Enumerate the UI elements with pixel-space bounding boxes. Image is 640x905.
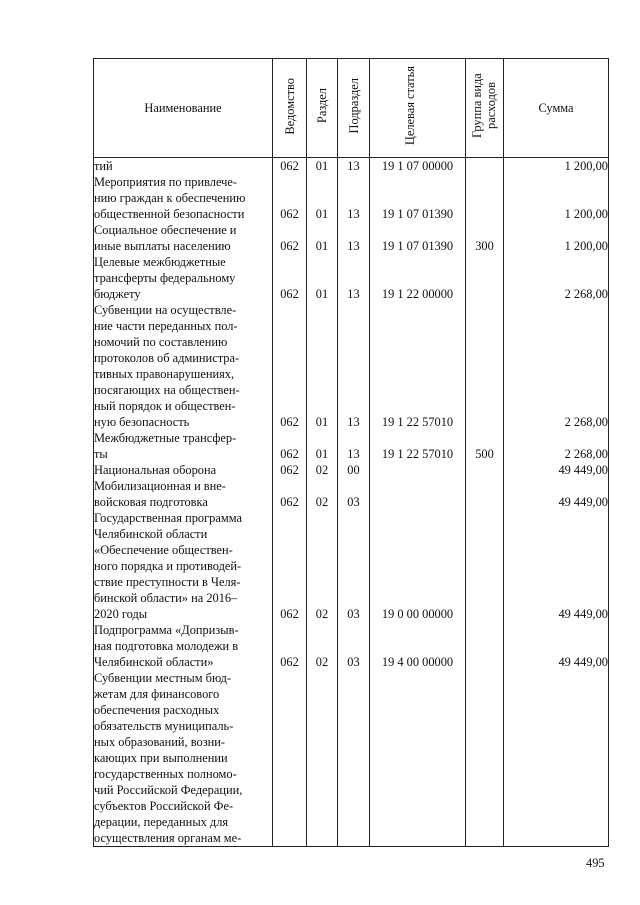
cell-name-line: Челябинской области»	[94, 655, 214, 669]
cell-vedomstvo	[273, 670, 307, 847]
cell-podrazdel: 13	[338, 302, 370, 430]
cell-podrazdel	[338, 670, 370, 847]
cell-name-line: осуществления органам ме-	[94, 831, 242, 845]
cell-vedomstvo: 062	[273, 158, 307, 175]
cell-name-line: дерации, переданных для	[94, 815, 229, 829]
cell-name-line: государственных полномо-	[94, 767, 237, 781]
cell-summa: 49 449,00	[504, 622, 609, 670]
cell-name	[94, 430, 273, 462]
cell-name	[94, 670, 273, 847]
cell-razdel: 02	[307, 462, 338, 478]
cell-razdel: 01	[307, 302, 338, 430]
cell-razdel	[307, 670, 338, 847]
cell-summa: 2 268,00	[504, 254, 609, 302]
header-podrazdel-text: Подраздел	[346, 78, 361, 134]
cell-name-line: чий Российской Федерации,	[94, 783, 243, 797]
cell-name	[94, 462, 273, 478]
cell-razdel: 01	[307, 254, 338, 302]
cell-name-line: Межбюджетные трансфер-	[94, 431, 237, 445]
cell-name-line: посягающих на обществен-	[94, 383, 240, 397]
cell-name	[94, 222, 273, 254]
cell-vedomstvo: 062	[273, 254, 307, 302]
cell-summa: 1 200,00	[504, 174, 609, 222]
cell-name-line: жетам для финансового	[94, 687, 220, 701]
cell-name-line: общественной безопасности	[94, 207, 245, 221]
cell-podrazdel: 13	[338, 222, 370, 254]
cell-podrazdel: 13	[338, 430, 370, 462]
cell-gruppa	[466, 670, 504, 847]
cell-gruppa	[466, 622, 504, 670]
cell-podrazdel: 03	[338, 478, 370, 510]
cell-celevaya: 19 1 22 57010	[370, 430, 466, 462]
cell-vedomstvo: 062	[273, 302, 307, 430]
cell-summa: 49 449,00	[504, 510, 609, 622]
cell-name-line: бинской области» на 2016–	[94, 591, 238, 605]
cell-name-line: ная подготовка молодежи в	[94, 639, 239, 653]
header-name-text: Наименование	[144, 101, 222, 115]
cell-celevaya: 19 4 00 00000	[370, 622, 466, 670]
cell-name-line: тивных правонарушениях,	[94, 367, 235, 381]
header-razdel-text: Раздел	[315, 88, 329, 124]
cell-vedomstvo: 062	[273, 510, 307, 622]
cell-celevaya: 19 0 00 00000	[370, 510, 466, 622]
cell-name-line: тий	[94, 159, 113, 173]
cell-vedomstvo: 062	[273, 462, 307, 478]
cell-name-line: Субвенции на осуществле-	[94, 303, 237, 317]
cell-name-line: Мобилизационная и вне-	[94, 479, 226, 493]
table-row	[94, 302, 609, 430]
header-celevaya-text: Целевая статья	[402, 66, 417, 146]
cell-celevaya: 19 1 07 01390	[370, 174, 466, 222]
table-row	[94, 510, 609, 622]
cell-podrazdel: 00	[338, 462, 370, 478]
table-body	[94, 158, 609, 847]
cell-name-line: иные выплаты населению	[94, 239, 231, 253]
cell-celevaya: 19 1 07 01390	[370, 222, 466, 254]
table-header	[94, 59, 609, 158]
cell-summa: 49 449,00	[504, 478, 609, 510]
cell-vedomstvo: 062	[273, 174, 307, 222]
header-gruppa-text: Группа вида расходов	[469, 73, 498, 139]
table-row	[94, 158, 609, 175]
cell-name-line: протоколов об администра-	[94, 351, 240, 365]
cell-gruppa	[466, 254, 504, 302]
cell-name-line: кающих при выполнении	[94, 751, 228, 765]
header-podrazdel	[338, 59, 370, 158]
cell-summa: 2 268,00	[504, 430, 609, 462]
cell-gruppa	[466, 158, 504, 175]
cell-name-line: Субвенции местным бюд-	[94, 671, 232, 685]
table-row	[94, 222, 609, 254]
cell-vedomstvo: 062	[273, 222, 307, 254]
cell-name-line: Мероприятия по привлече-	[94, 175, 238, 189]
cell-gruppa: 300	[466, 222, 504, 254]
cell-name	[94, 174, 273, 222]
cell-name-line: трансферты федеральному	[94, 271, 236, 285]
table-row	[94, 254, 609, 302]
header-summa	[504, 59, 609, 158]
cell-summa: 1 200,00	[504, 222, 609, 254]
cell-name-line: Социальное обеспечение и	[94, 223, 237, 237]
cell-name-line: ты	[94, 447, 108, 461]
table-row	[94, 430, 609, 462]
cell-name-line: обязательств муниципаль-	[94, 719, 234, 733]
cell-razdel: 02	[307, 622, 338, 670]
cell-gruppa	[466, 510, 504, 622]
page-number: 495	[586, 856, 605, 870]
cell-gruppa	[466, 478, 504, 510]
cell-podrazdel: 13	[338, 254, 370, 302]
cell-name	[94, 510, 273, 622]
cell-razdel: 02	[307, 510, 338, 622]
cell-celevaya: 19 1 07 00000	[370, 158, 466, 175]
header-vedomstvo-text: Ведомство	[282, 77, 297, 135]
cell-name-line: Национальная оборона	[94, 463, 217, 477]
cell-name-line: ного порядка и противодей-	[94, 559, 242, 573]
cell-name-line: субъектов Российской Фе-	[94, 799, 234, 813]
header-summa-text: Сумма	[538, 101, 574, 115]
cell-gruppa	[466, 302, 504, 430]
cell-name-line: Целевые межбюджетные	[94, 255, 226, 269]
table-row	[94, 670, 609, 847]
cell-name-line: ствие преступности в Челя-	[94, 575, 241, 589]
cell-name-line: Челябинской области	[94, 527, 208, 541]
cell-name	[94, 622, 273, 670]
header-gruppa	[466, 59, 504, 158]
cell-vedomstvo: 062	[273, 478, 307, 510]
cell-razdel: 01	[307, 174, 338, 222]
cell-name	[94, 302, 273, 430]
table-row	[94, 174, 609, 222]
cell-name-line: ние части переданных пол-	[94, 319, 238, 333]
cell-name-line: номочий по составлению	[94, 335, 228, 349]
cell-summa: 1 200,00	[504, 158, 609, 175]
cell-name-line: нию граждан к обеспечению	[94, 191, 246, 205]
budget-table	[93, 58, 609, 847]
cell-name-line: «Обеспечение обществен-	[94, 543, 233, 557]
header-vedomstvo	[273, 59, 307, 158]
cell-name-line: Подпрограмма «Допризыв-	[94, 623, 239, 637]
cell-razdel: 01	[307, 430, 338, 462]
cell-razdel: 01	[307, 222, 338, 254]
cell-podrazdel: 03	[338, 510, 370, 622]
cell-vedomstvo: 062	[273, 622, 307, 670]
table-row	[94, 622, 609, 670]
cell-vedomstvo: 062	[273, 430, 307, 462]
cell-celevaya	[370, 462, 466, 478]
cell-summa: 49 449,00	[504, 462, 609, 478]
cell-name	[94, 158, 273, 175]
cell-name	[94, 478, 273, 510]
cell-podrazdel: 03	[338, 622, 370, 670]
cell-name-line: обеспечения расходных	[94, 703, 220, 717]
cell-name-line: ный порядок и обществен-	[94, 399, 236, 413]
header-name	[94, 59, 273, 158]
cell-name-line: войсковая подготовка	[94, 495, 208, 509]
cell-celevaya: 19 1 22 00000	[370, 254, 466, 302]
cell-podrazdel: 13	[338, 174, 370, 222]
cell-celevaya	[370, 478, 466, 510]
cell-summa	[504, 670, 609, 847]
cell-name-line: ных образований, возни-	[94, 735, 225, 749]
cell-gruppa	[466, 462, 504, 478]
cell-name-line: ную безопасность	[94, 415, 190, 429]
cell-celevaya: 19 1 22 57010	[370, 302, 466, 430]
cell-celevaya	[370, 670, 466, 847]
cell-name-line: бюджету	[94, 287, 141, 301]
cell-razdel: 02	[307, 478, 338, 510]
table-row	[94, 462, 609, 478]
header-razdel	[307, 59, 338, 158]
cell-name	[94, 254, 273, 302]
cell-summa: 2 268,00	[504, 302, 609, 430]
cell-podrazdel: 13	[338, 158, 370, 175]
cell-gruppa	[466, 174, 504, 222]
cell-name-line: 2020 годы	[94, 607, 148, 621]
header-celevaya	[370, 59, 466, 158]
cell-razdel: 01	[307, 158, 338, 175]
cell-name-line: Государственная программа	[94, 511, 242, 525]
cell-gruppa: 500	[466, 430, 504, 462]
table-row	[94, 478, 609, 510]
